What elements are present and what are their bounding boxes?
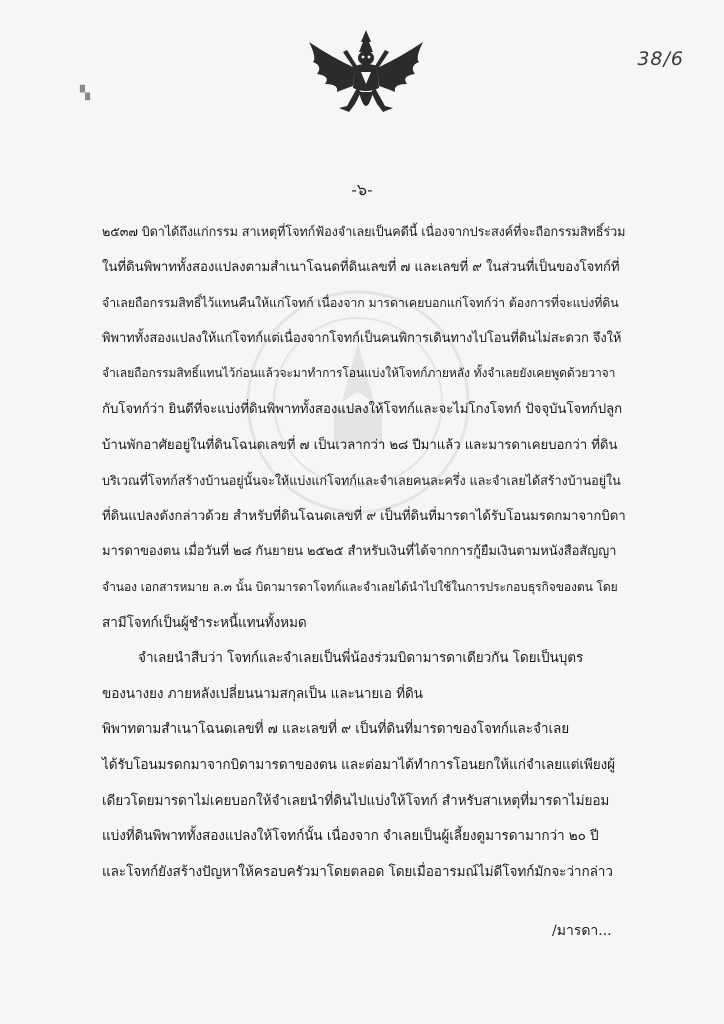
text-line: จำเลยถือกรรมสิทธิ์ไว้แทนคืนให้แก่โจทก์ เนื่องจาก มารดาเคยบอกแก่โจทก์ว่า ต้องการที่จะแบ่งที่ดิน	[102, 295, 619, 311]
stamp-mark-icon: ▚	[80, 86, 90, 101]
text-line: มารดาของตน เมื่อวันที่ ๒๘ กันยายน ๒๕๒๕ สำหรับเงินที่ได้จากการกู้ยืมเงินตามหนังสือสัญญา	[102, 544, 617, 560]
text-line: บ้านพักอาศัยอยู่ในที่ดินโฉนดเลขที่ ๗ เป็นเวลากว่า ๒๘ ปีมาแล้ว และมารดาเคยบอกว่า ที่ดิน	[102, 437, 618, 453]
garuda-emblem-icon	[303, 28, 429, 124]
text-line: ได้รับโอนมรดกมาจากบิดามารดาของตน และต่อมาได้ทำการโอนยกให้แก่จำเลยแต่เพียงผู้	[102, 756, 616, 773]
text-line: จำนอง เอกสารหมาย ล.๓ นั้น บิดามารดาโจทก์และจำเลยได้นำไปใช้ในการประกอบธุรกิจของตน โดย	[102, 579, 618, 594]
text-line: เดียวโดยมารดาไม่เคยบอกให้จำเลยนำที่ดินไปแบ่งให้โจทก์ สำหรับสาเหตุที่มารดาไม่ยอม	[102, 792, 610, 809]
text-line: จำเลยถือกรรมสิทธิ์แทนไว้ก่อนแล้วจะมาทำการโอนแบ่งให้โจทก์ภายหลัง ทั้งจำเลยยังเคยพูดด้วยวาจา	[102, 366, 616, 381]
text-line: ในที่ดินพิพาททั้งสองแปลงตามสำเนาโฉนดที่ดินเลขที่ ๗ และเลขที่ ๙ ในส่วนที่เป็นของโจทก์ที่	[102, 259, 620, 275]
text-line: พิพาททั้งสองแปลงให้แก่โจทก์แต่เนื่องจากโจทก์เป็นคนพิการเดินทางไปโอนที่ดินไม่สะดวก จึงให้	[102, 330, 622, 346]
text-line: บริเวณที่โจทก์สร้างบ้านอยู่นั้นจะให้แบ่งแก่โจทก์และจำเลยคนละครึ่ง และจำเลยได้สร้างบ้านอยู่ใน	[102, 473, 621, 489]
text-line: พิพาทตามสำเนาโฉนดเลขที่ ๗ และเลขที่ ๙ เป็นที่ดินที่มารดาของโจทก์และจำเลย	[102, 721, 570, 738]
text-line: และโจทก์ยังสร้างปัญหาให้ครอบครัวมาโดยตลอด โดยเมื่ออารมณ์ไม่ดีโจทก์มักจะว่ากล่าว	[102, 863, 613, 880]
text-line: จำเลยนำสืบว่า โจทก์และจำเลยเป็นพี่น้องร่วมบิดามารดาเดียวกัน โดยเป็นบุตร	[138, 650, 584, 667]
text-line: ๒๕๓๗ บิดาได้ถึงแก่กรรม สาเหตุที่โจทก์ฟ้องจำเลยเป็นคดีนี้ เนื่องจากประสงค์ที่จะถือกรรมสิทธิ์ร่วม	[102, 224, 626, 239]
corner-annotation: 38/6	[637, 48, 684, 70]
text-line: แบ่งที่ดินพิพาททั้งสองแปลงให้โจทก์นั้น เนื่องจาก จำเลยเป็นผู้เลี้ยงดูมารดามากว่า ๒๐ ปี	[102, 828, 599, 845]
judgment-body	[102, 214, 626, 890]
text-line: ของนางยง ภายหลังเปลี่ยนนามสกุลเป็น และนายเอ ที่ดิน	[102, 685, 423, 702]
page-number: -๖-	[351, 180, 373, 199]
continuation-marker: /มารดา...	[552, 923, 612, 939]
text-line: กับโจทก์ว่า ยินดีที่จะแบ่งที่ดินพิพาททั้งสองแปลงให้โจทก์และจะไม่โกงโจทก์ ปัจจุบันโจทก์ปลูก	[102, 401, 623, 417]
text-line: ที่ดินแปลงดังกล่าวด้วย สำหรับที่ดินโฉนดเลขที่ ๙ เป็นที่ดินที่มารดาได้รับโอนมรดกมาจากบิดา	[102, 508, 626, 524]
text-line: สามีโจทก์เป็นผู้ชำระหนี้แทนทั้งหมด	[102, 614, 307, 631]
